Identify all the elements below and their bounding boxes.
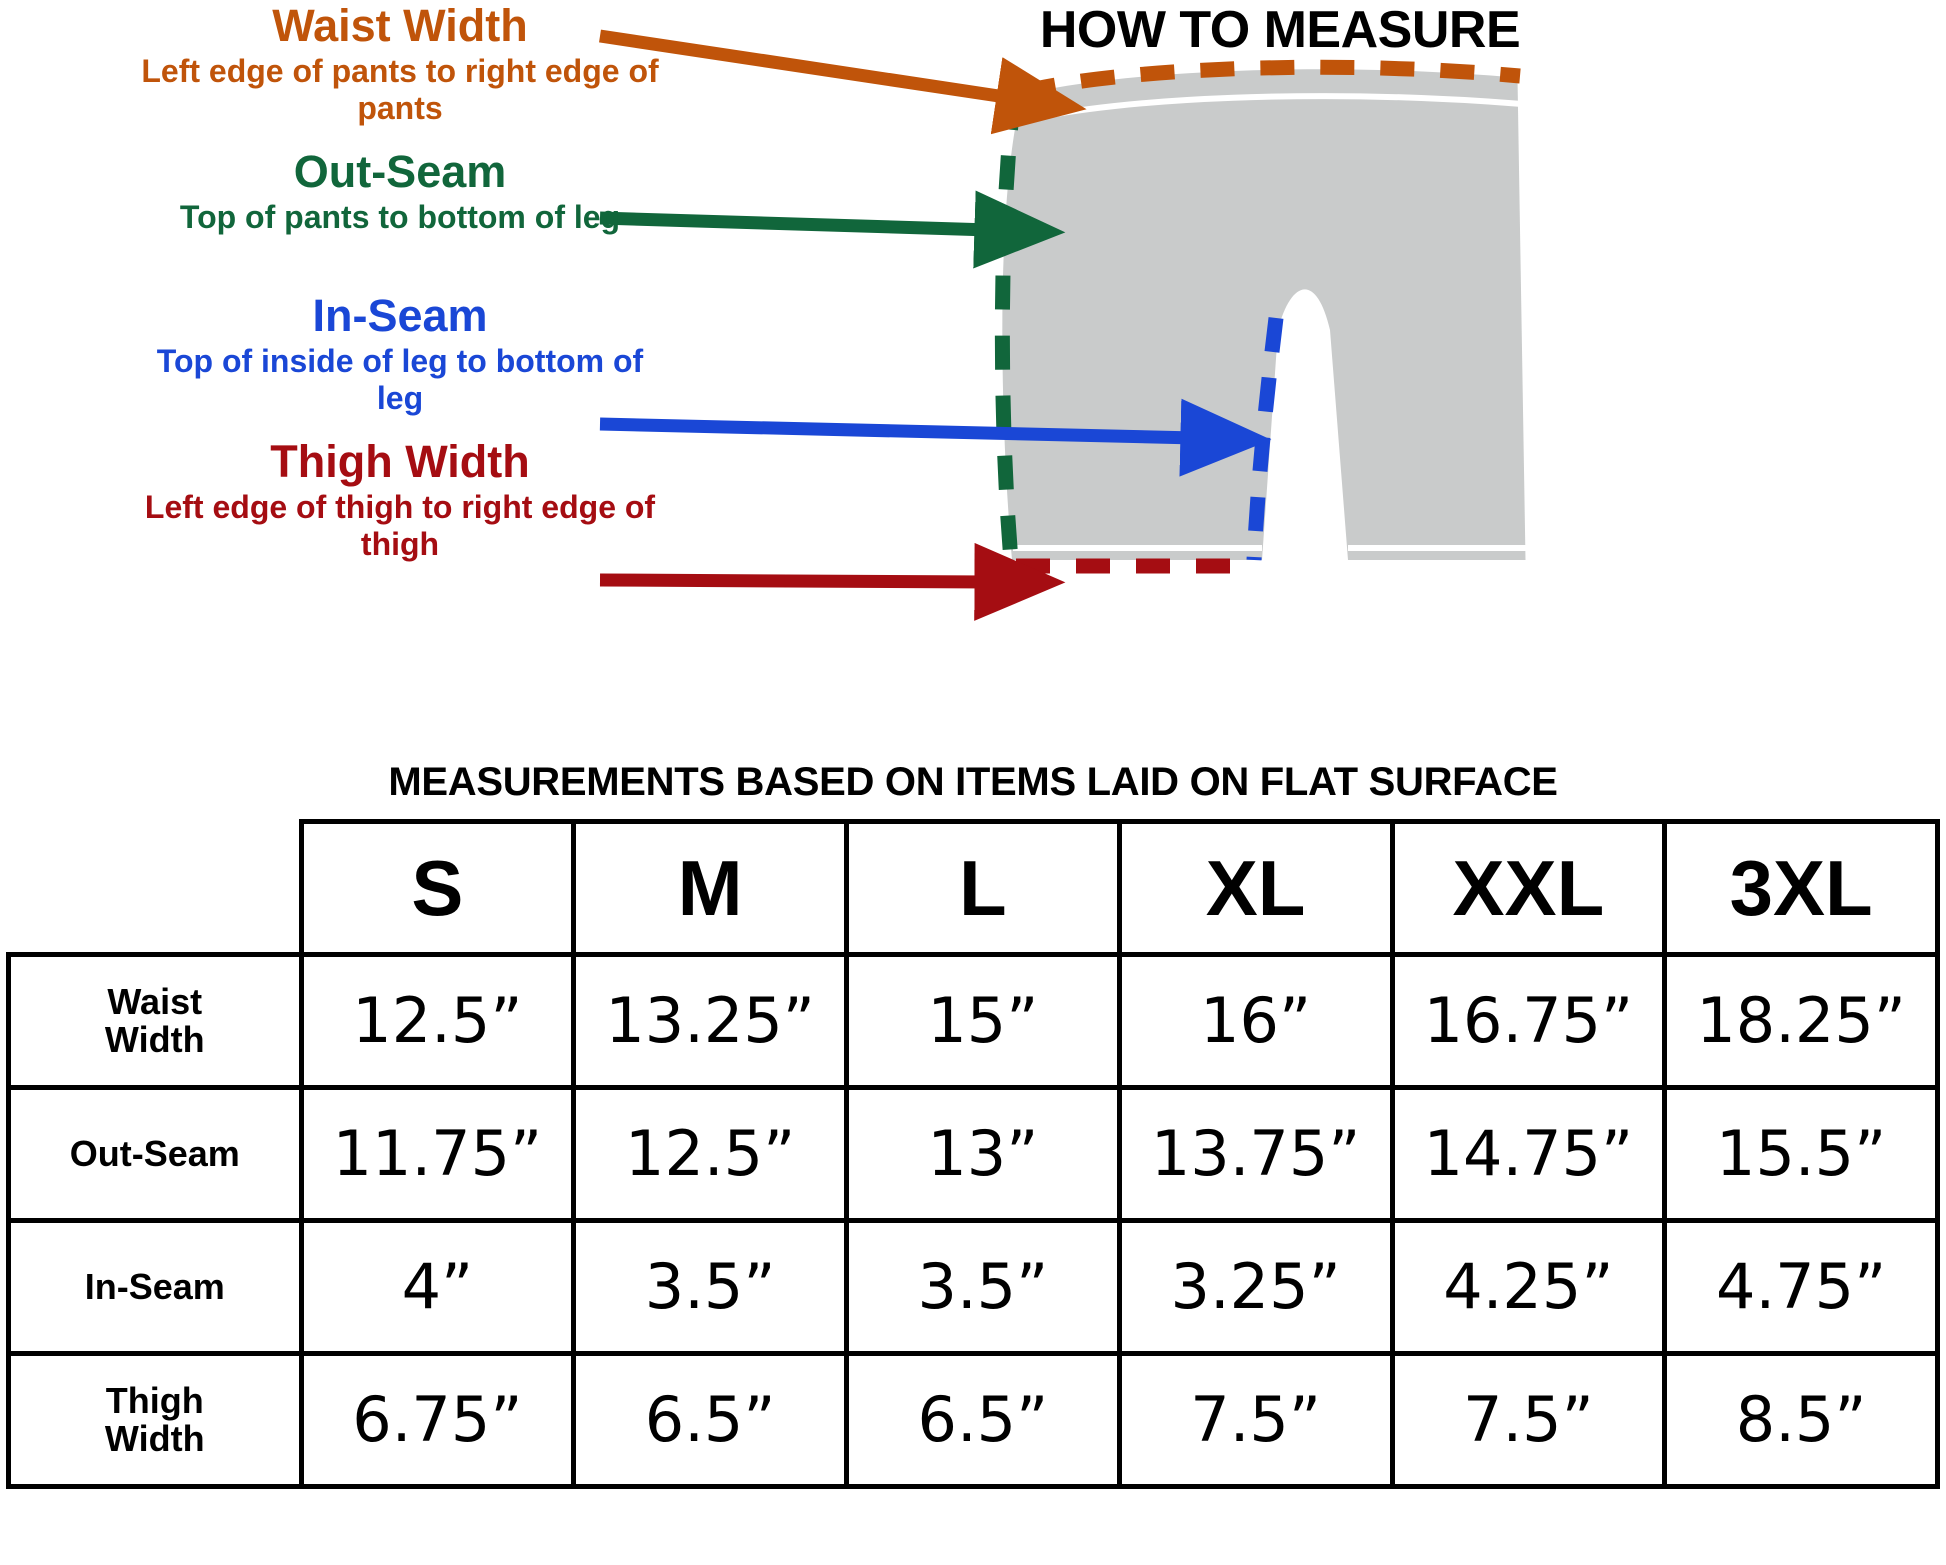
- callout-thigh-width: [140, 438, 660, 564]
- callout-thigh-title: Thigh Width: [270, 436, 530, 487]
- row-label-line: Out-Seam: [69, 1133, 240, 1175]
- table-header-size-3xl: 3XL: [1665, 822, 1938, 955]
- cell-inseam-3xl: 4.75”: [1665, 1221, 1938, 1354]
- cell-thigh-xxl: 7.5”: [1392, 1354, 1665, 1487]
- table-header-size-xxl: XXL: [1392, 822, 1665, 955]
- table-row: [9, 1354, 1938, 1487]
- table-header-size-s: S: [301, 822, 574, 955]
- cell-outseam-3xl: 15.5”: [1665, 1088, 1938, 1221]
- table-header-size-m: M: [574, 822, 847, 955]
- callout-waist-width: [140, 2, 660, 128]
- row-label-line: In-Seam: [84, 1266, 225, 1308]
- cell-thigh-m: 6.5”: [574, 1354, 847, 1487]
- how-to-measure-diagram: [0, 0, 1946, 760]
- cell-waist-3xl: 18.25”: [1665, 955, 1938, 1088]
- row-label-line: Waist: [107, 981, 203, 1023]
- row-label-waist-width: [9, 955, 302, 1088]
- cell-waist-l: 15”: [847, 955, 1120, 1088]
- cell-inseam-xxl: 4.25”: [1392, 1221, 1665, 1354]
- callout-in-seam: [140, 292, 660, 418]
- callout-out-seam: [140, 148, 660, 236]
- cell-outseam-xxl: 14.75”: [1392, 1088, 1665, 1221]
- cell-inseam-m: 3.5”: [574, 1221, 847, 1354]
- callout-thigh-description: Left edge of thigh to right edge of thigh: [144, 488, 656, 563]
- callout-in-seam-description: Top of inside of leg to bottom of leg: [156, 342, 644, 417]
- table-row: [9, 955, 1938, 1088]
- cell-inseam-l: 3.5”: [847, 1221, 1120, 1354]
- cell-inseam-s: 4”: [301, 1221, 574, 1354]
- callout-out-seam-description: Top of pants to bottom of leg: [179, 198, 621, 235]
- table-caption: MEASUREMENTS BASED ON ITEMS LAID ON FLAT SURFACE: [388, 760, 1558, 804]
- cell-thigh-s: 6.75”: [301, 1354, 574, 1487]
- callout-waist-description: Left edge of pants to right edge of pants: [141, 52, 659, 127]
- size-chart-table: [6, 819, 1940, 1489]
- cell-outseam-l: 13”: [847, 1088, 1120, 1221]
- callout-out-seam-title: Out-Seam: [293, 146, 507, 197]
- cell-thigh-l: 6.5”: [847, 1354, 1120, 1487]
- diagram-title: HOW TO MEASURE: [1039, 1, 1521, 59]
- table-row: [9, 1088, 1938, 1221]
- row-label-line: Width: [104, 1418, 205, 1459]
- row-label-thigh-width: [9, 1354, 302, 1487]
- cell-waist-xxl: 16.75”: [1392, 955, 1665, 1088]
- row-label-in-seam: [9, 1221, 302, 1354]
- waist-arrow: [600, 36, 1012, 98]
- cell-outseam-s: 11.75”: [301, 1088, 574, 1221]
- cell-waist-m: 13.25”: [574, 955, 847, 1088]
- thigh-arrow: [600, 580, 990, 582]
- row-label-out-seam: [9, 1088, 302, 1221]
- callout-in-seam-title: In-Seam: [312, 290, 488, 341]
- callout-waist-title: Waist Width: [272, 0, 528, 51]
- row-label-line: Width: [104, 1019, 205, 1060]
- cell-waist-s: 12.5”: [301, 955, 574, 1088]
- table-header-size-l: L: [847, 822, 1120, 955]
- table-row: [9, 1221, 1938, 1354]
- cell-outseam-xl: 13.75”: [1119, 1088, 1392, 1221]
- cell-inseam-xl: 3.25”: [1119, 1221, 1392, 1354]
- shorts-illustration: [1002, 69, 1528, 560]
- cell-outseam-m: 12.5”: [574, 1088, 847, 1221]
- cell-thigh-3xl: 8.5”: [1665, 1354, 1938, 1487]
- measurements-section: [0, 760, 1946, 1489]
- table-corner-cell: [9, 822, 302, 955]
- table-header-size-xl: XL: [1119, 822, 1392, 955]
- cell-waist-xl: 16”: [1119, 955, 1392, 1088]
- table-header-row: [9, 822, 1938, 955]
- row-label-line: Thigh: [105, 1380, 204, 1422]
- cell-thigh-xl: 7.5”: [1119, 1354, 1392, 1487]
